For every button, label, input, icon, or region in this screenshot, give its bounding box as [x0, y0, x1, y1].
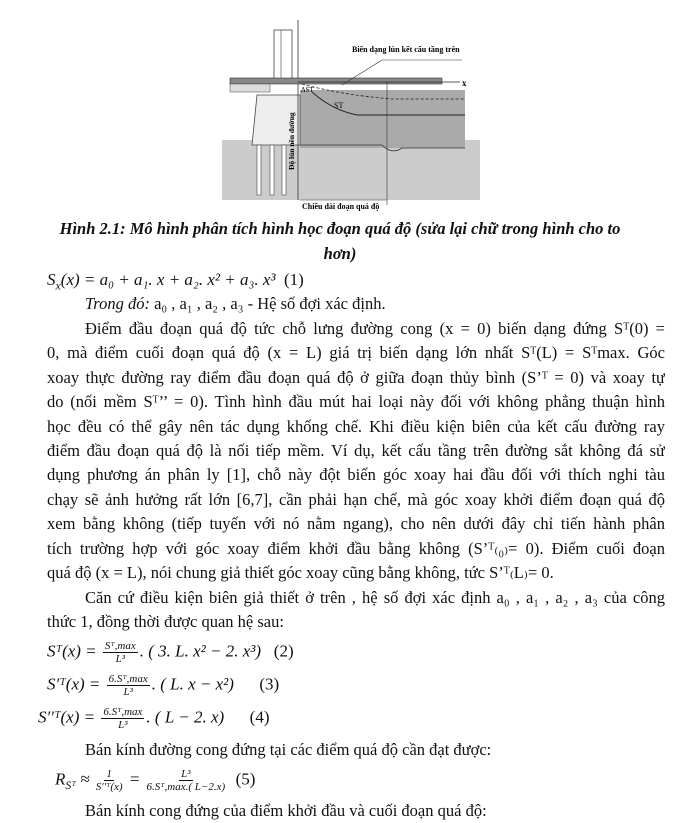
- text-line: Điểm đầu đoạn quá độ tức chỗ lưng đường cong (x = 0) biến dạng đứng Sᵀ(0) =: [85, 319, 665, 338]
- eq5-equals: =: [124, 769, 145, 789]
- bridge-pier: [274, 30, 292, 82]
- eq5-f2-numerator: L³: [181, 768, 191, 780]
- figure-label-bottom: Chiều dài đoạn quá độ: [302, 202, 380, 211]
- eq1-body: (x) = a₀ + a₁. x + a₂. x² + a₃. x³: [60, 270, 276, 289]
- eq5-number: (5): [235, 769, 256, 789]
- equation-1: [47, 270, 665, 295]
- eq2-rhs: . ( 3. L. x² − 2. x³): [139, 641, 262, 661]
- eq4-denominator: L³: [118, 719, 128, 731]
- eq5-lhs: R: [55, 769, 66, 789]
- equation-4: [38, 706, 656, 731]
- eq3-fraction: [107, 673, 150, 698]
- eq2-number: (2): [273, 641, 294, 661]
- text-line: xoay thực đường ray điểm đầu đoạn quá độ ở giữa đoạn thủy bình (S’ᵀ = 0) và xoay tự: [47, 368, 665, 387]
- eq5-lhs-sub: Sᵀ: [65, 777, 76, 792]
- figure-label-vertical: Độ lún nền đường: [287, 112, 296, 170]
- definition-text: a₀ , a₁ , a₂ , a₃ - Hệ số đợi xác định.: [149, 294, 386, 313]
- definition-label: Trong đó:: [85, 294, 150, 313]
- text-line: tích trường hợp với góc xoay điểm khởi đầu bằng không (S’ᵀ₍₀₎= 0). Điểm cuối đoạn: [47, 539, 665, 558]
- text-line: do (nối mềm Sᵀ’’ = 0). Tình hình đầu mút hai loại này đối với không phẳng thuận hình: [47, 392, 665, 411]
- text-last: Bán kính cong đứng của điểm khởi đầu và cuối đoạn quá độ:: [85, 801, 487, 820]
- text-line: thức 1, đồng thời được quan hệ sau:: [47, 612, 284, 631]
- ballast: [230, 84, 270, 92]
- eq5-fraction-2: [147, 768, 226, 793]
- figure-caption-cont: hơn): [323, 244, 357, 263]
- pile: [282, 145, 286, 195]
- text-line: học đều có thể gây nên tác dụng khống chế. Khi điều kiện biên của kết cấu đường ray: [47, 417, 665, 436]
- equation-5: [55, 768, 673, 795]
- eq5-f1-denominator: S′′ᵀ(x): [95, 781, 123, 793]
- definition-line: [85, 294, 665, 314]
- text-line: quá độ (x = L), nói chung giả thiết góc xoay cũng bằng không, tức S’ᵀ₍L₎= 0.: [47, 563, 554, 582]
- eq2-fraction: [103, 640, 138, 665]
- equation-3: [47, 673, 665, 698]
- text-line: dụng phương án phân ly [1], chỗ này đột biến góc xoay hai đầu đối với thích nghi tàu: [47, 465, 665, 484]
- eq3-denominator: L³: [123, 686, 133, 698]
- figure-label-delta: ΔST: [301, 86, 314, 94]
- text-line: xem bằng không (tiếp tuyến với nó nằm ngang), cho nên dưới đây chỉ tiến hành phân: [47, 514, 665, 533]
- eq4-numerator: 6.Sᵀ,max: [103, 706, 143, 718]
- eq3-number: (3): [259, 674, 280, 694]
- text-line: 0, mà điểm cuối đoạn quá độ (x = L) giá trị biến dạng lớn nhất Sᵀ(L) = Sᵀmax. Góc: [47, 343, 665, 362]
- pile: [257, 145, 261, 195]
- eq2-numerator: Sᵀ,max: [104, 640, 136, 652]
- figure-caption: Hình 2.1: Mô hình phân tích hình học đoạn quá độ (sửa lại chữ trong hình cho to: [59, 219, 621, 238]
- eq4-number: (4): [249, 707, 270, 727]
- eq1-lhs-sub: x: [55, 278, 61, 293]
- text-radius: Bán kính đường cong đứng tại các điểm quá độ cần đạt được:: [85, 740, 492, 759]
- eq4-lhs: S′′ᵀ(x) =: [38, 707, 100, 727]
- eq2-denominator: L³: [115, 653, 126, 665]
- eq3-numerator: 6.Sᵀ,max: [108, 673, 148, 685]
- pile: [270, 145, 274, 195]
- eq5-f1-numerator: 1: [106, 768, 112, 780]
- figure-label-st: ST: [334, 101, 344, 110]
- figure-label-top: Biến dạng lún kết cấu tầng trên: [352, 45, 460, 54]
- eq5-fraction-1: [96, 768, 123, 793]
- equation-2: [47, 640, 665, 665]
- eq1-lhs: S: [47, 270, 56, 289]
- eq5-approx: ≈: [75, 769, 94, 789]
- eq4-rhs: . ( L − 2. x): [146, 707, 225, 727]
- eq3-lhs: S′ᵀ(x) =: [47, 674, 105, 694]
- eq5-f2-denominator: 6.Sᵀ,max.( L−2.x): [146, 781, 226, 793]
- eq4-fraction: [101, 706, 144, 731]
- track-slab: [230, 78, 442, 84]
- text-line: điểm đầu đoạn quá độ là nối tiếp mềm. Ví dụ, kết cấu tầng trên đường sắt không đá sử: [47, 441, 665, 460]
- eq1-number: (1): [284, 270, 304, 289]
- transition-section-figure: [222, 0, 480, 212]
- text-line: Căn cứ điều kiện biên giả thiết ở trên , hệ số đợi xác định a₀ , a₁ , a₂ , a₃ của công: [85, 588, 665, 607]
- eq3-rhs: . ( L. x − x²): [151, 674, 234, 694]
- text-line: chạy sẽ ảnh hưởng rất lớn [6,7], cần phải hạn chế, mà góc xoay khởi điểm đoạn quá độ: [47, 490, 665, 509]
- eq2-lhs: Sᵀ(x) =: [47, 641, 101, 661]
- embankment-layer: [300, 90, 465, 148]
- figure-label-x: x: [462, 78, 467, 88]
